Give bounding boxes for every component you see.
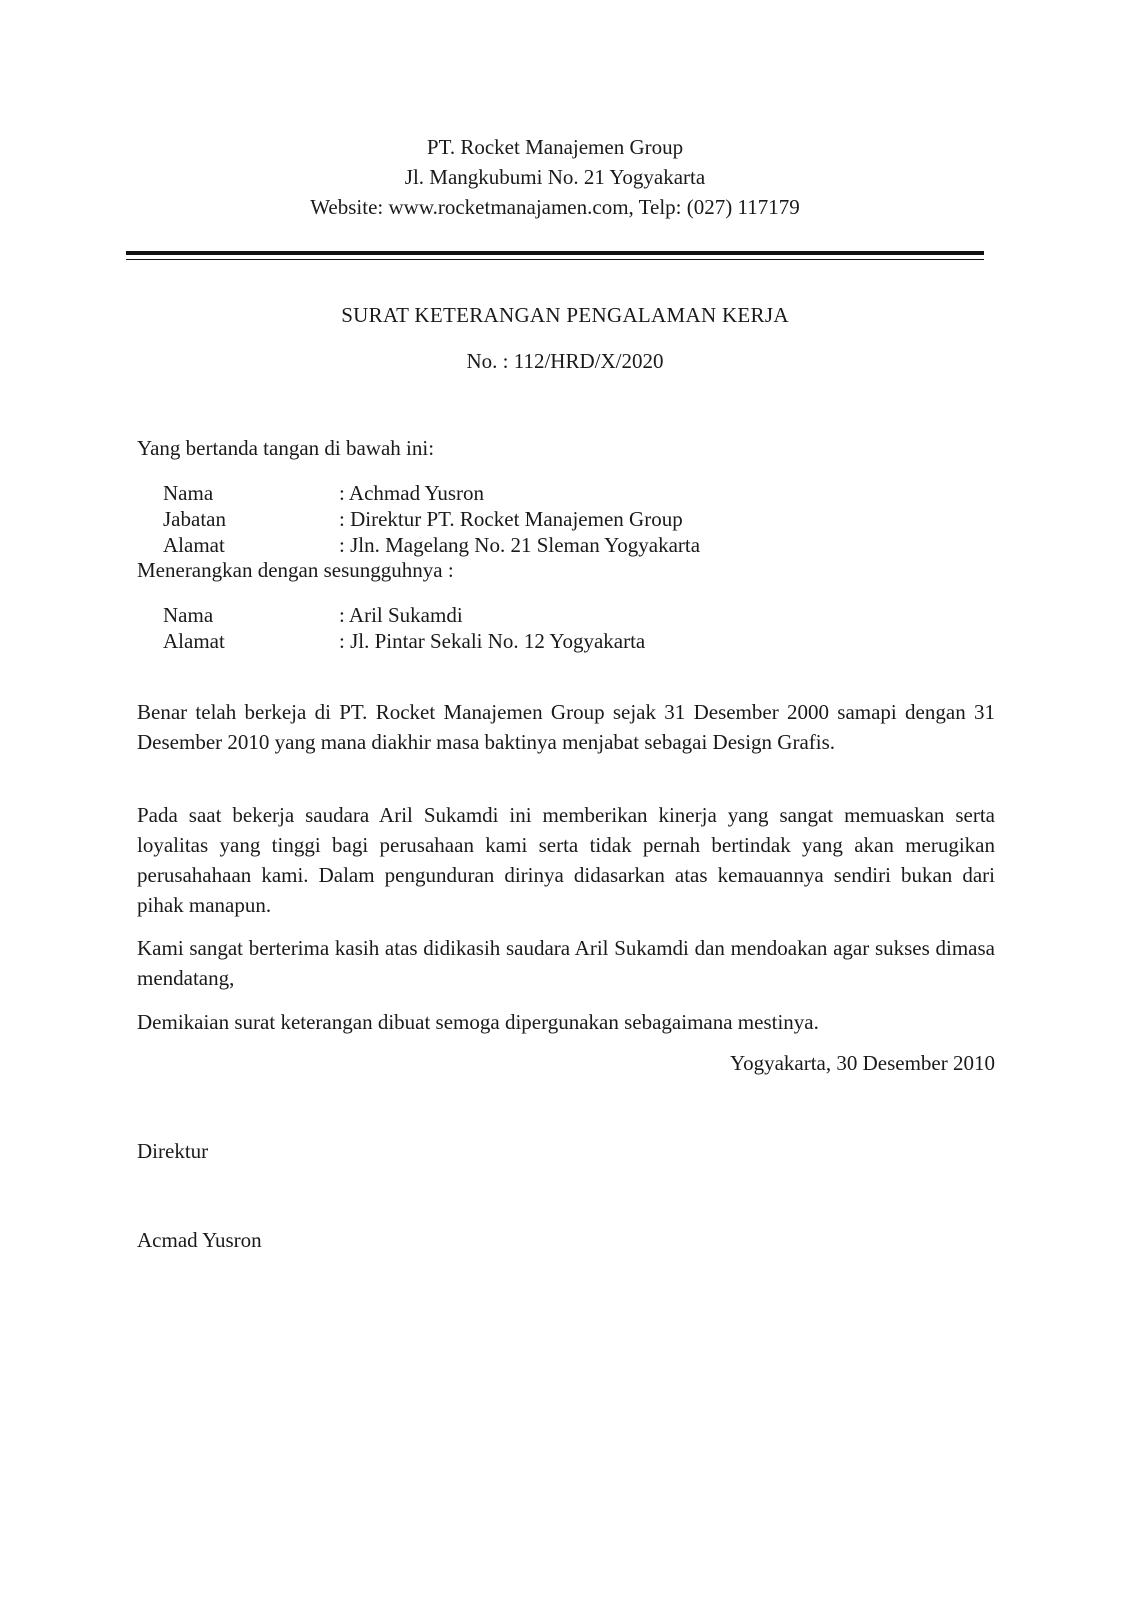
place-and-date: Yogyakarta, 30 Desember 2010 — [730, 1051, 995, 1075]
employee-row — [163, 602, 645, 628]
field-label: Nama — [163, 481, 214, 505]
body-paragraph: Benar telah berkeja di PT. Rocket Manajemen Group sejak 31 Desember 2000 samapi dengan 31 Desember 2010 yang mana diakhir masa baktinya menjabat sebagai Design Grafis. — [137, 700, 995, 754]
field-label: Alamat — [163, 629, 225, 653]
signer-position: Direktur — [137, 1139, 209, 1163]
employee-details — [163, 602, 645, 654]
field-value: : Jln. Magelang No. 21 Sleman Yogyakarta — [339, 533, 701, 557]
stating-line: Menerangkan dengan sesungguhnya : — [137, 558, 454, 582]
closing-paragraph: Demikaian surat keterangan dibuat semoga dipergunakan sebagaimana mestinya. — [137, 1010, 819, 1034]
field-value: : Aril Sukamdi — [339, 603, 463, 627]
signatory-row — [163, 532, 700, 558]
field-label: Alamat — [163, 533, 225, 557]
employee-row — [163, 628, 645, 654]
signatory-details — [163, 480, 700, 558]
signatory-row — [163, 506, 700, 532]
letter-number: No. : 112/HRD/X/2020 — [466, 349, 664, 373]
company-address: Jl. Mangkubumi No. 21 Yogyakarta — [404, 165, 706, 189]
field-value: : Jl. Pintar Sekali No. 12 Yogyakarta — [339, 629, 646, 653]
opening-line: Yang bertanda tangan di bawah ini: — [137, 436, 435, 460]
letterhead-divider-thick — [126, 251, 984, 255]
company-name: PT. Rocket Manajemen Group — [426, 135, 684, 159]
body-paragraph: Pada saat bekerja saudara Aril Sukamdi ini memberikan kinerja yang sangat memuaskan serta loyalitas yang tinggi bagi perusahaan kami serta tidak pernah bertindak yang akan merugikan perusahahaan kami. Dalam pengunduran dirinya didasarkan atas kemauannya sendiri bukan dari pihak manapun. — [137, 803, 995, 917]
letterhead — [0, 132, 1110, 222]
signatory-row — [163, 480, 700, 506]
letterhead-divider-thin — [126, 259, 984, 260]
field-label: Nama — [163, 603, 214, 627]
letter-title: SURAT KETERANGAN PENGALAMAN KERJA — [341, 303, 789, 327]
signer-name: Acmad Yusron — [137, 1228, 262, 1252]
field-value: : Achmad Yusron — [339, 481, 485, 505]
body-paragraph: Kami sangat berterima kasih atas didikasih saudara Aril Sukamdi dan mendoakan agar sukses dimasa mendatang, — [137, 936, 995, 990]
field-label: Jabatan — [163, 507, 226, 531]
field-value: : Direktur PT. Rocket Manajemen Group — [339, 507, 683, 531]
company-contact: Website: www.rocketmanajamen.com, Telp: (027) 117179 — [310, 195, 800, 219]
